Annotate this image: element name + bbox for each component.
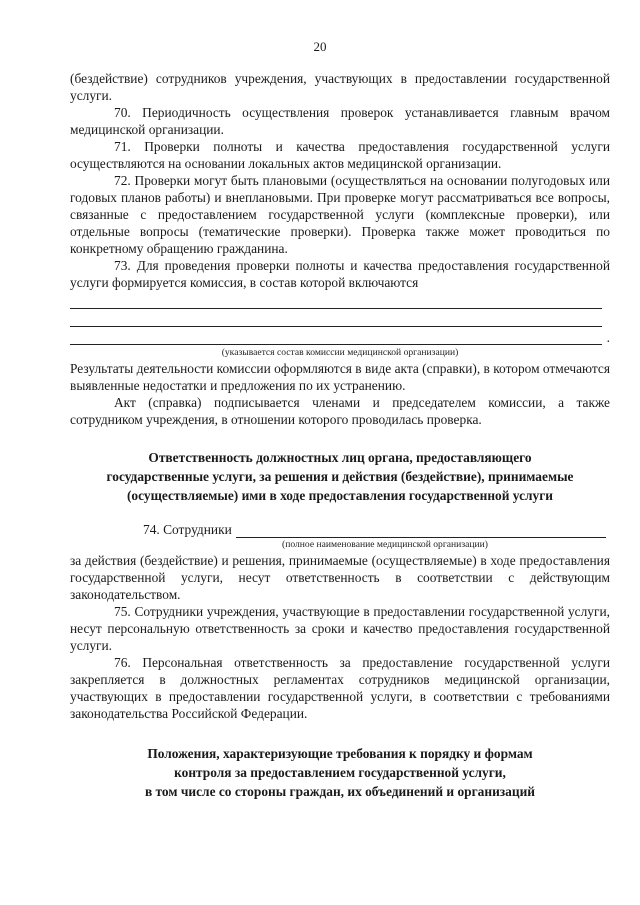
- heading-control: [70, 744, 610, 801]
- commission-caption: (указывается состав комиссии медицинской организации): [221, 347, 459, 358]
- page-number: 20: [313, 39, 327, 54]
- paragraph-73: 73. Для проведения проверки полноты и качества предоставления государственной услуги формируется комиссия, в состав которой включаются: [70, 258, 610, 290]
- paragraph-70: 70. Периодичность осуществления проверок устанавливается главным врачом медицинской организации.: [70, 105, 610, 137]
- paragraph-74-continuation: за действия (бездействие) и решения, принимаемые (осуществляемые) в ходе предоставления государственной услуги, несут ответственность в соответствии с действующим законодательством.: [70, 553, 610, 602]
- heading-line: контроля за предоставлением государственной услуги,: [174, 765, 506, 780]
- paragraph-act: Акт (справка) подписывается членами и председателем комиссии, а также сотрудником учреждения, в отношении которого проводилась проверка.: [70, 395, 610, 427]
- paragraph-results: Результаты деятельности комиссии оформляются в виде акта (справки), в котором отмечаются выявленные недостатки и предложения по их устранению.: [70, 361, 610, 393]
- organization-fill-line: [236, 523, 606, 538]
- paragraph-74-line: [143, 521, 610, 538]
- heading-line: государственные услуги, за решения и действия (бездействие), принимаемые: [106, 469, 574, 484]
- document-body: [70, 70, 610, 801]
- organization-caption: (полное наименование медицинской организации): [282, 539, 488, 550]
- heading-line: Ответственность должностных лиц органа, предоставляющего: [148, 450, 532, 465]
- fill-line-1: [70, 291, 602, 309]
- paragraph-76: 76. Персональная ответственность за предоставление государственной услуги закрепляется в должностных регламентах сотрудников медицинской организации, участвующих в предоставлении государственной услуги, в соответствии с требованиями законодательства Российской Федерации.: [70, 655, 610, 721]
- paragraph-74-label: 74. Сотрудники: [143, 522, 232, 537]
- paragraph-continuation: (бездействие) сотрудников учреждения, участвующих в предоставлении государственной услуги.: [70, 71, 610, 103]
- fill-line-3: [70, 327, 602, 345]
- heading-responsibility: [70, 448, 610, 505]
- heading-line: в том числе со стороны граждан, их объединений и организаций: [144, 784, 536, 799]
- paragraph-72: 72. Проверки могут быть плановыми (осуществляться на основании полугодовых или годовых планов работы) и внеплановыми. При проверке могут рассматриваться все вопросы, связанные с предоставлением государственной услуги (комплексные проверки), или отдельные вопросы (тематические проверки). Проверка также может проводиться по конкретному обращению гражданина.: [70, 173, 610, 256]
- paragraph-71: 71. Проверки полноты и качества предоставления государственной услуги осуществляются на основании локальных актов медицинской организации.: [70, 139, 610, 171]
- heading-line: Положения, характеризующие требования к порядку и формам: [147, 746, 533, 761]
- heading-line: (осуществляемые) ими в ходе предоставления государственной услуги: [126, 488, 554, 503]
- paragraph-75: 75. Сотрудники учреждения, участвующие в предоставлении государственной услуги, несут персональную ответственность за сроки и качество предоставления государственной услуги.: [70, 604, 610, 653]
- fill-line-2: [70, 309, 602, 327]
